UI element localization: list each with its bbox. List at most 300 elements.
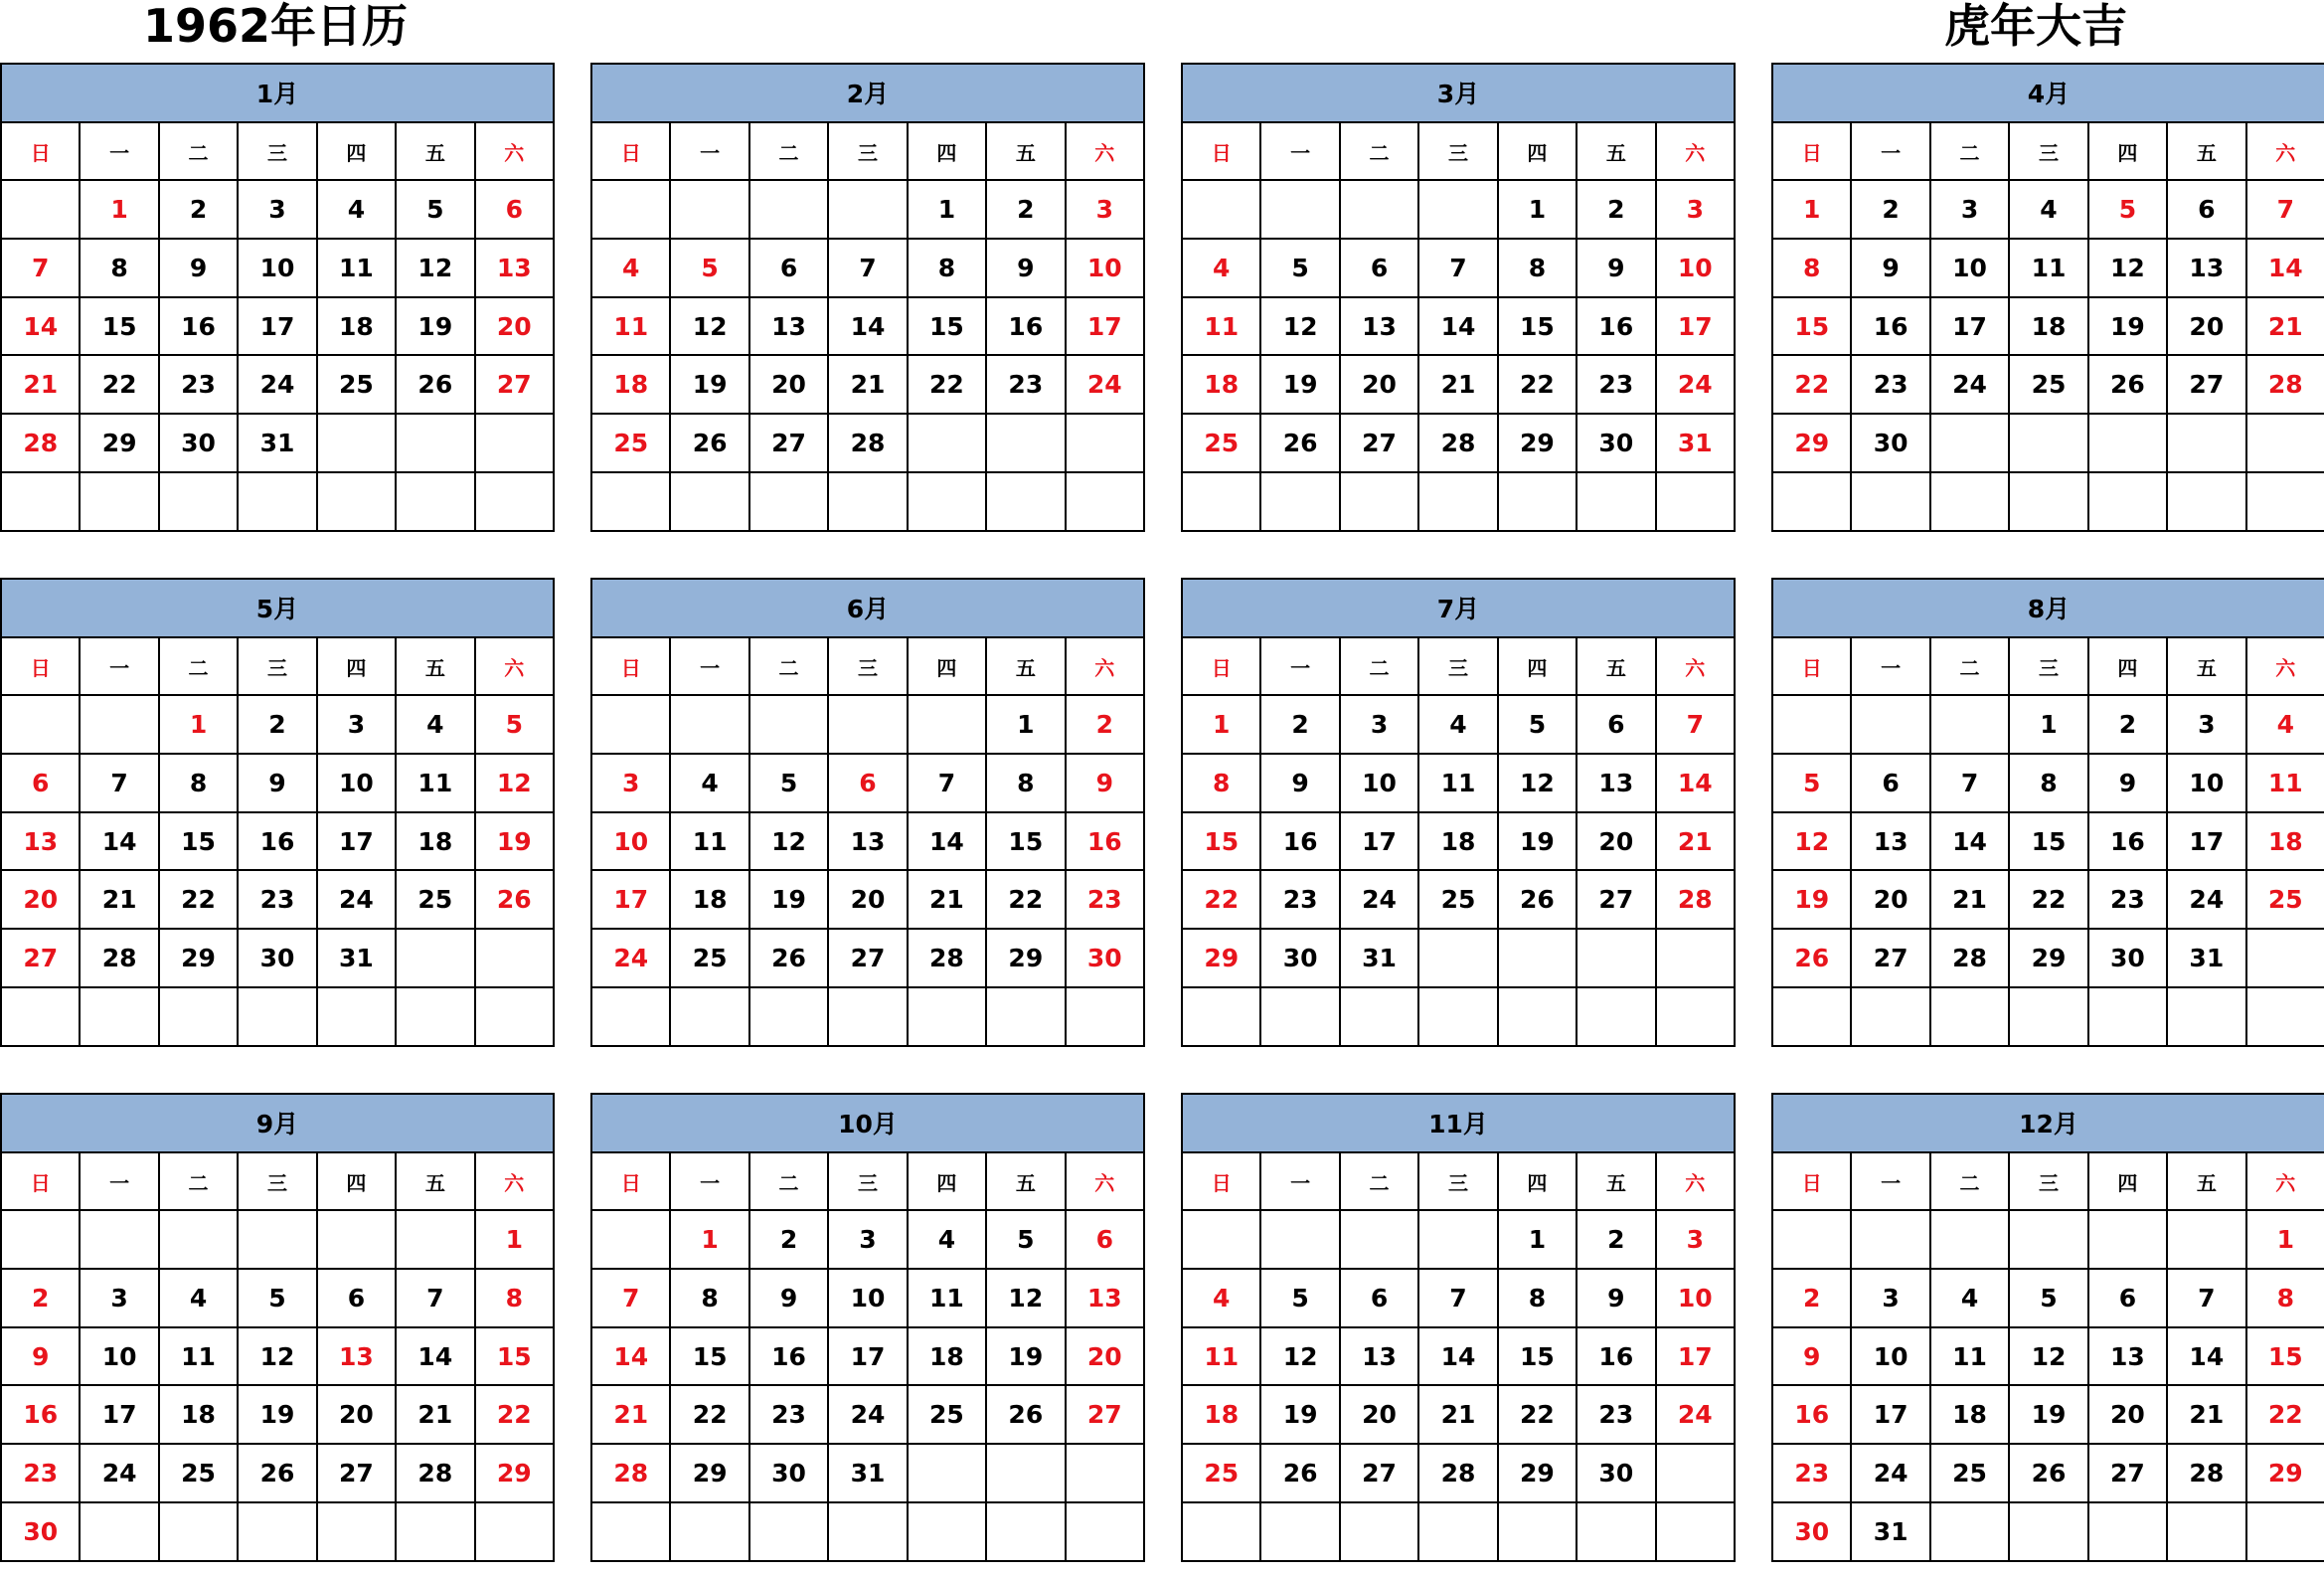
empty-day-cell [80,695,158,754]
day-cell: 13 [1066,1269,1144,1327]
day-cell: 19 [1260,1385,1339,1444]
month-calendar [0,578,555,1047]
day-cell: 25 [1930,1444,2009,1502]
day-cell: 9 [986,239,1065,297]
day-cell: 5 [1772,754,1851,812]
week-row [1772,987,2324,1046]
month-calendar [590,1093,1145,1562]
week-row [1182,1327,1735,1386]
day-cell: 25 [1418,870,1497,929]
empty-day-cell [749,472,828,531]
weekday-label: 三 [238,1152,316,1211]
week-row [1182,180,1735,239]
empty-day-cell [1260,472,1339,531]
weekday-label: 六 [1066,122,1144,181]
empty-day-cell [2246,929,2324,987]
day-cell: 17 [80,1385,158,1444]
day-cell: 25 [1182,414,1260,472]
day-cell: 24 [591,929,670,987]
day-cell: 2 [1577,1210,1655,1269]
day-cell: 9 [159,239,238,297]
day-cell: 8 [1182,754,1260,812]
day-cell: 26 [1260,1444,1339,1502]
empty-day-cell [1930,472,2009,531]
day-cell: 7 [396,1269,474,1327]
weekday-label: 六 [2246,122,2324,181]
week-row [1772,754,2324,812]
day-cell: 21 [908,870,986,929]
day-cell: 8 [2246,1269,2324,1327]
day-cell: 9 [1772,1327,1851,1386]
day-cell: 16 [1851,297,1929,356]
empty-day-cell [591,472,670,531]
empty-day-cell [1577,929,1655,987]
day-cell: 30 [1577,1444,1655,1502]
day-cell: 23 [749,1385,828,1444]
day-cell: 9 [1,1327,80,1386]
day-cell: 13 [2088,1327,2167,1386]
day-cell: 12 [1772,812,1851,871]
week-row [1,180,554,239]
weekday-label: 六 [475,637,554,696]
day-cell: 19 [1498,812,1577,871]
day-cell: 25 [908,1385,986,1444]
day-cell: 11 [2009,239,2087,297]
calendar-title: 1962年日历 [143,0,409,53]
weekday-label: 六 [475,1152,554,1211]
empty-day-cell [908,987,986,1046]
day-cell: 4 [2246,695,2324,754]
day-cell: 14 [80,812,158,871]
empty-day-cell [317,414,396,472]
day-cell: 18 [159,1385,238,1444]
empty-day-cell [749,1502,828,1561]
week-row [1772,355,2324,414]
day-cell: 20 [1340,1385,1418,1444]
empty-day-cell [670,695,748,754]
day-cell: 27 [1,929,80,987]
weekday-label: 五 [2167,637,2245,696]
day-cell: 15 [670,1327,748,1386]
week-row [591,472,1144,531]
month-table [590,578,1145,1047]
month-header: 2月 [591,64,1144,122]
day-cell: 27 [1066,1385,1144,1444]
day-cell: 5 [2088,180,2167,239]
empty-day-cell [238,1502,316,1561]
empty-day-cell [1340,1210,1418,1269]
empty-day-cell [317,472,396,531]
day-cell: 29 [670,1444,748,1502]
weekday-label: 二 [749,122,828,181]
day-cell: 18 [396,812,474,871]
day-cell: 14 [1418,297,1497,356]
empty-day-cell [2167,987,2245,1046]
weekday-label: 三 [828,1152,907,1211]
day-cell: 3 [1851,1269,1929,1327]
weekday-label: 六 [1656,637,1735,696]
day-cell: 25 [670,929,748,987]
week-row [1772,929,2324,987]
weekday-label: 五 [1577,637,1655,696]
empty-day-cell [908,414,986,472]
week-row [1,1269,554,1327]
day-cell: 13 [1340,297,1418,356]
day-cell: 28 [908,929,986,987]
day-cell: 11 [2246,754,2324,812]
weekday-label: 三 [238,122,316,181]
day-cell: 2 [1066,695,1144,754]
day-cell: 28 [2246,355,2324,414]
day-cell: 11 [1182,1327,1260,1386]
empty-day-cell [670,1502,748,1561]
day-cell: 20 [317,1385,396,1444]
day-cell: 26 [396,355,474,414]
weekday-label: 日 [1,637,80,696]
day-cell: 21 [2246,297,2324,356]
day-cell: 11 [159,1327,238,1386]
day-cell: 18 [591,355,670,414]
day-cell: 12 [2009,1327,2087,1386]
weekday-label: 三 [1418,122,1497,181]
month-calendar [1181,63,1736,532]
empty-day-cell [749,695,828,754]
day-cell: 27 [475,355,554,414]
day-cell: 7 [2246,180,2324,239]
empty-day-cell [591,695,670,754]
weekday-label: 四 [1498,637,1577,696]
empty-day-cell [2246,472,2324,531]
week-row [1772,1444,2324,1502]
month-header: 9月 [1,1094,554,1152]
weekday-label: 日 [1182,637,1260,696]
week-row [1,987,554,1046]
empty-day-cell [1418,929,1497,987]
day-cell: 8 [1498,1269,1577,1327]
day-cell: 16 [1066,812,1144,871]
day-cell: 10 [80,1327,158,1386]
weekday-label: 日 [1,122,80,181]
day-cell: 5 [475,695,554,754]
day-cell: 9 [1851,239,1929,297]
week-row [1,1210,554,1269]
day-cell: 5 [986,1210,1065,1269]
empty-day-cell [1182,472,1260,531]
month-calendar [590,578,1145,1047]
day-cell: 6 [1066,1210,1144,1269]
day-cell: 4 [591,239,670,297]
day-cell: 8 [475,1269,554,1327]
day-cell: 15 [908,297,986,356]
day-cell: 7 [2167,1269,2245,1327]
day-cell: 26 [2088,355,2167,414]
empty-day-cell [2246,1502,2324,1561]
empty-day-cell [1182,987,1260,1046]
empty-day-cell [2246,414,2324,472]
day-cell: 3 [80,1269,158,1327]
day-cell: 16 [1577,297,1655,356]
day-cell: 5 [749,754,828,812]
day-cell: 4 [159,1269,238,1327]
day-cell: 14 [591,1327,670,1386]
day-cell: 31 [1851,1502,1929,1561]
day-cell: 16 [749,1327,828,1386]
day-cell: 21 [80,870,158,929]
empty-day-cell [238,987,316,1046]
day-cell: 28 [80,929,158,987]
empty-day-cell [2088,987,2167,1046]
day-cell: 23 [986,355,1065,414]
day-cell: 13 [1340,1327,1418,1386]
empty-day-cell [396,1502,474,1561]
day-cell: 23 [1851,355,1929,414]
week-row [591,754,1144,812]
week-row [1182,355,1735,414]
week-row [1182,297,1735,356]
day-cell: 15 [1498,297,1577,356]
empty-day-cell [1656,1502,1735,1561]
day-cell: 2 [1577,180,1655,239]
day-cell: 9 [749,1269,828,1327]
week-row [1772,1327,2324,1386]
weekday-label: 三 [2009,637,2087,696]
week-row [1,297,554,356]
day-cell: 7 [908,754,986,812]
weekday-label: 四 [2088,122,2167,181]
empty-day-cell [1340,180,1418,239]
empty-day-cell [908,472,986,531]
day-cell: 6 [1851,754,1929,812]
empty-day-cell [1182,1502,1260,1561]
day-cell: 28 [591,1444,670,1502]
weekday-label: 六 [1066,637,1144,696]
weekday-label: 一 [80,637,158,696]
empty-day-cell [1,1210,80,1269]
week-row [1772,239,2324,297]
week-row [1182,1444,1735,1502]
week-row [1182,812,1735,871]
day-cell: 9 [1260,754,1339,812]
day-cell: 5 [1260,239,1339,297]
month-calendar [1181,578,1736,1047]
empty-day-cell [2167,1210,2245,1269]
day-cell: 21 [1,355,80,414]
weekday-label: 二 [1340,1152,1418,1211]
weekday-label: 二 [1930,1152,2009,1211]
day-cell: 20 [2088,1385,2167,1444]
day-cell: 9 [238,754,316,812]
empty-day-cell [80,1502,158,1561]
week-row [1772,812,2324,871]
day-cell: 22 [670,1385,748,1444]
empty-day-cell [1418,180,1497,239]
weekday-label: 一 [670,122,748,181]
empty-day-cell [2009,1210,2087,1269]
day-cell: 2 [986,180,1065,239]
weekday-label: 六 [475,122,554,181]
week-row [1182,987,1735,1046]
weekday-label: 日 [591,637,670,696]
week-row [1772,1210,2324,1269]
weekday-label: 一 [1260,637,1339,696]
day-cell: 14 [1,297,80,356]
day-cell: 30 [159,414,238,472]
day-cell: 1 [1498,1210,1577,1269]
weekday-label: 四 [317,637,396,696]
day-cell: 20 [1577,812,1655,871]
day-cell: 25 [396,870,474,929]
day-cell: 22 [908,355,986,414]
day-cell: 23 [1,1444,80,1502]
day-cell: 12 [238,1327,316,1386]
day-cell: 24 [1851,1444,1929,1502]
day-cell: 24 [1340,870,1418,929]
day-cell: 18 [1418,812,1497,871]
week-row [591,929,1144,987]
day-cell: 28 [1656,870,1735,929]
day-cell: 20 [1340,355,1418,414]
empty-day-cell [475,929,554,987]
empty-day-cell [1772,472,1851,531]
day-cell: 11 [1930,1327,2009,1386]
day-cell: 25 [1182,1444,1260,1502]
day-cell: 7 [1418,1269,1497,1327]
weekday-label: 日 [591,122,670,181]
day-cell: 22 [80,355,158,414]
day-cell: 22 [2246,1385,2324,1444]
weekday-label: 一 [1851,1152,1929,1211]
day-cell: 15 [1772,297,1851,356]
day-cell: 16 [238,812,316,871]
month-calendar [1771,63,2324,532]
day-cell: 24 [828,1385,907,1444]
day-cell: 15 [80,297,158,356]
day-cell: 14 [908,812,986,871]
week-row [1,1385,554,1444]
day-cell: 4 [1182,1269,1260,1327]
empty-day-cell [475,1502,554,1561]
day-cell: 16 [159,297,238,356]
day-cell: 16 [986,297,1065,356]
day-cell: 19 [670,355,748,414]
week-row [1182,414,1735,472]
day-cell: 23 [1577,355,1655,414]
day-cell: 30 [1,1502,80,1561]
weekday-label: 六 [1656,122,1735,181]
day-cell: 27 [1340,1444,1418,1502]
day-cell: 23 [238,870,316,929]
week-row [1772,695,2324,754]
day-cell: 29 [1182,929,1260,987]
empty-day-cell [1066,1502,1144,1561]
month-calendar [0,1093,555,1562]
week-row [1,472,554,531]
empty-day-cell [908,1502,986,1561]
day-cell: 7 [1656,695,1735,754]
weekday-label: 五 [986,1152,1065,1211]
empty-day-cell [1418,1502,1497,1561]
empty-day-cell [1656,472,1735,531]
empty-day-cell [159,987,238,1046]
day-cell: 29 [475,1444,554,1502]
day-cell: 11 [591,297,670,356]
day-cell: 15 [986,812,1065,871]
empty-day-cell [1418,472,1497,531]
week-row [1772,1385,2324,1444]
week-row [1772,870,2324,929]
week-row [1182,1210,1735,1269]
day-cell: 29 [1772,414,1851,472]
day-cell: 10 [1851,1327,1929,1386]
week-row [591,297,1144,356]
day-cell: 18 [2009,297,2087,356]
day-cell: 13 [2167,239,2245,297]
weekday-label: 日 [591,1152,670,1211]
week-row [591,987,1144,1046]
day-cell: 17 [591,870,670,929]
empty-day-cell [2167,1502,2245,1561]
day-cell: 30 [2088,929,2167,987]
day-cell: 1 [1182,695,1260,754]
weekday-label: 四 [317,122,396,181]
empty-day-cell [1260,987,1339,1046]
week-row [591,180,1144,239]
day-cell: 1 [908,180,986,239]
day-cell: 17 [238,297,316,356]
empty-day-cell [1930,1210,2009,1269]
day-cell: 17 [1656,1327,1735,1386]
day-cell: 22 [986,870,1065,929]
weekday-label: 日 [1182,1152,1260,1211]
day-cell: 19 [1260,355,1339,414]
day-cell: 19 [1772,870,1851,929]
empty-day-cell [159,1210,238,1269]
calendar-slogan: 虎年大吉 [1944,0,2127,53]
empty-day-cell [317,1502,396,1561]
month-table [590,63,1145,532]
empty-day-cell [317,1210,396,1269]
day-cell: 10 [1340,754,1418,812]
month-calendar [1181,1093,1736,1562]
empty-day-cell [591,180,670,239]
empty-day-cell [1,180,80,239]
day-cell: 8 [986,754,1065,812]
day-cell: 26 [986,1385,1065,1444]
day-cell: 17 [1340,812,1418,871]
empty-day-cell [159,472,238,531]
empty-day-cell [475,414,554,472]
day-cell: 11 [908,1269,986,1327]
day-cell: 15 [2009,812,2087,871]
day-cell: 24 [238,355,316,414]
weekday-label: 五 [986,637,1065,696]
day-cell: 29 [2009,929,2087,987]
day-cell: 2 [1260,695,1339,754]
day-cell: 30 [1260,929,1339,987]
day-cell: 19 [2009,1385,2087,1444]
day-cell: 5 [1260,1269,1339,1327]
day-cell: 30 [1851,414,1929,472]
day-cell: 29 [80,414,158,472]
empty-day-cell [1577,1502,1655,1561]
day-cell: 13 [749,297,828,356]
empty-day-cell [1066,414,1144,472]
day-cell: 6 [1340,239,1418,297]
empty-day-cell [1340,1502,1418,1561]
weekday-label: 五 [396,1152,474,1211]
day-cell: 4 [908,1210,986,1269]
day-cell: 4 [1418,695,1497,754]
